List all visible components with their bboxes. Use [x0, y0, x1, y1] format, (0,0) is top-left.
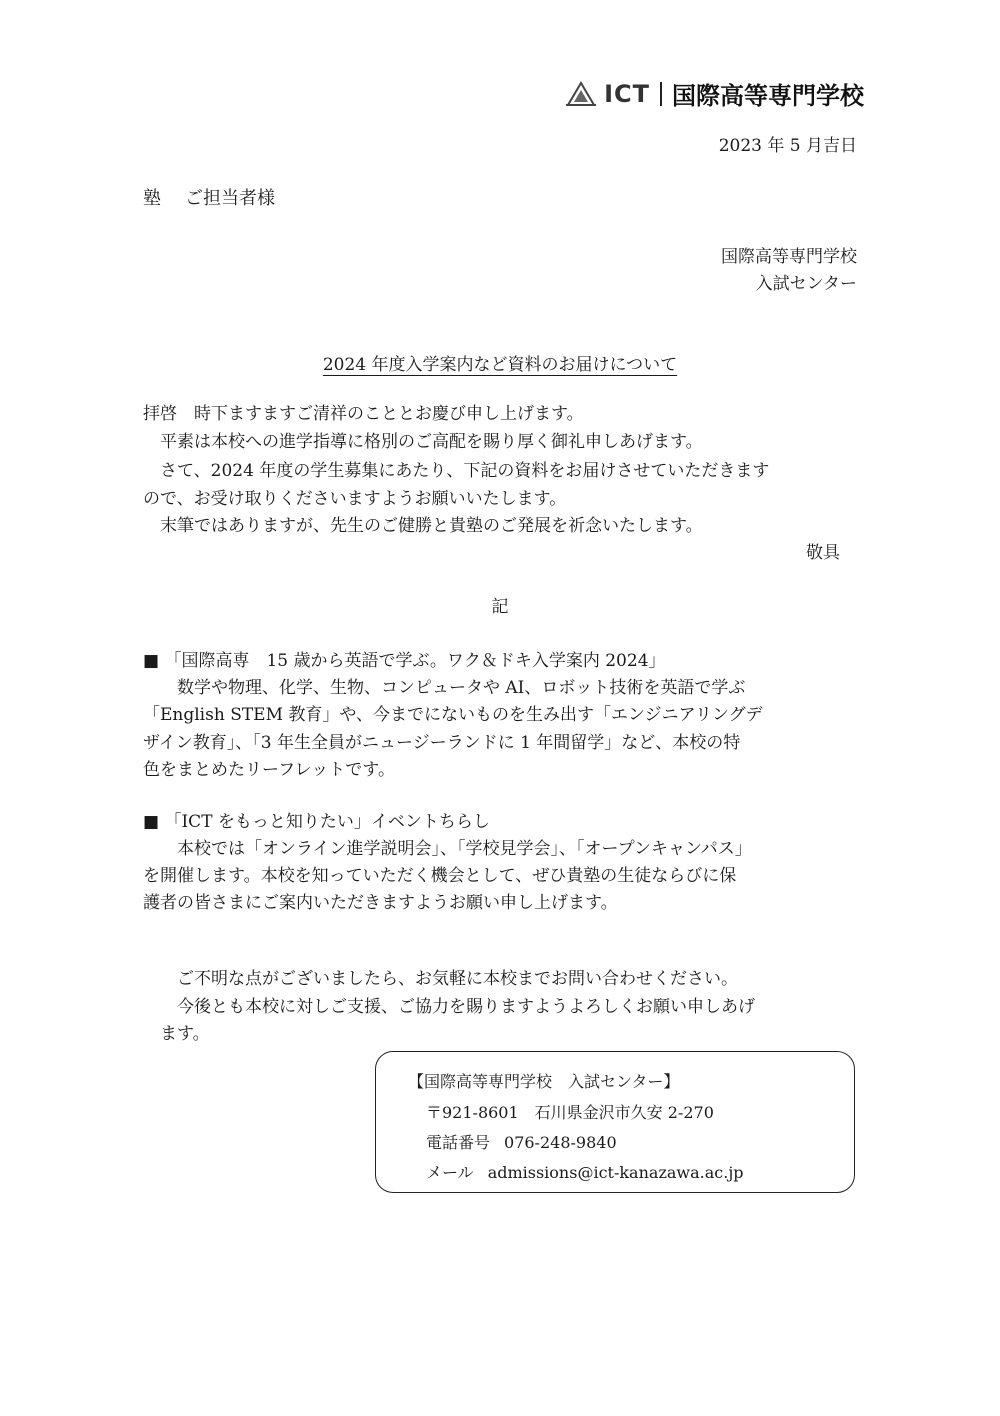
item2-line: 本校では「オンライン進学説明会」、「学校見学会」、「オープンキャンパス」 — [143, 839, 752, 859]
contact-email — [426, 1160, 744, 1183]
body-line: 末筆ではありますが、先生のご健勝と貴塾のご発展を祈念いたします。 — [143, 516, 703, 536]
item2-line: を開催します。本校を知っていただく機会として、ぜひ貴塾の生徒ならびに保 — [143, 866, 737, 886]
closing-line: ご不明な点がございましたら、お気軽に本校までお問い合わせください。 — [143, 969, 738, 989]
addressee-person: ご担当者様 — [185, 188, 275, 209]
closing-line: ます。 — [143, 1024, 210, 1044]
ki-marker: 記 — [491, 597, 509, 617]
item1-line: 数学や物理、化学、生物、コンピュータや AI、ロボット技術を英語で学ぶ — [143, 678, 746, 698]
closing-keigu: 敬具 — [806, 543, 840, 563]
contact-phone-number: 076-248-9840 — [504, 1133, 617, 1152]
sender-department: 入試センター — [755, 274, 857, 294]
contact-phone-label: 電話番号 — [426, 1133, 491, 1152]
logo-ict-text: ICT — [604, 79, 650, 108]
body-line: ので、お受け取りくださいますようお願いいたします。 — [143, 489, 567, 509]
contact-postal-address: 〒921-8601 石川県金沢市久安 2-270 — [426, 1103, 714, 1122]
contact-heading: 【国際高等専門学校 入試センター】 — [408, 1072, 680, 1091]
item1-heading: ■ 「国際高専 15 歳から英語で学ぶ。ワク＆ドキ入学案内 2024」 — [143, 651, 666, 671]
item2-line: 護者の皆さまにご案内いただきますようお願い申し上げます。 — [143, 893, 618, 913]
body-line: 平素は本校への進学指導に格別のご高配を賜り厚く御礼申しあげます。 — [143, 432, 703, 452]
item1-line: ザイン教育」、「3 年生全員がニュージーランドに 1 年間留学」など、本校の特 — [143, 733, 741, 753]
body-line: 拝啓 時下ますますご清祥のこととお慶び申し上げます。 — [143, 404, 584, 424]
item1-line: 色をまとめたリーフレットです。 — [143, 760, 395, 780]
closing-line: 今後とも本校に対しご支援、ご協力を賜りますようよろしくお願い申しあげ — [143, 997, 755, 1017]
contact-email-label: メール — [426, 1163, 474, 1182]
item2-heading: ■ 「ICT をもっと知りたい」イベントちらし — [143, 812, 490, 832]
logo-school-name: 国際高等専門学校 — [672, 82, 864, 110]
addressee — [143, 186, 275, 212]
body-line: さて、2024 年度の学生募集にあたり、下記の資料をお届けさせていただきます — [143, 461, 770, 481]
school-logo — [564, 76, 864, 111]
contact-email-address: admissions@ict-kanazawa.ac.jp — [487, 1163, 744, 1182]
letter-date: 2023 年 5 月吉日 — [718, 136, 857, 156]
contact-phone — [426, 1130, 617, 1153]
logo-divider — [660, 82, 662, 106]
contact-box — [375, 1051, 855, 1193]
letter-title: 2024 年度入学案内など資料のお届けについて — [322, 355, 678, 375]
sender-school: 国際高等専門学校 — [721, 247, 857, 267]
logo-emblem-icon — [564, 81, 598, 107]
item1-line: 「English STEM 教育」や、今までにないものを生み出す「エンジニアリングデ — [143, 705, 763, 725]
addressee-school: 塾 — [143, 188, 161, 209]
